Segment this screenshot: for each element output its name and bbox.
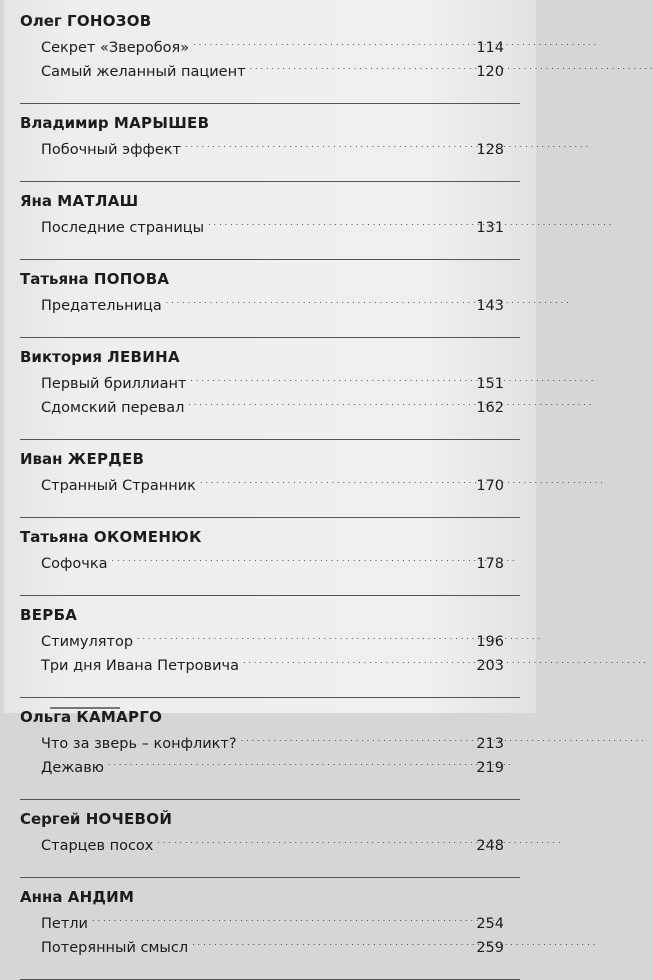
toc-entry[interactable] (41, 938, 504, 957)
dot-leader (111, 554, 474, 568)
section-divider (20, 697, 520, 698)
entry-title: Странный Странник (41, 478, 196, 494)
author-last-name: ЛЕВИНА (107, 348, 180, 366)
page-number: 131 (476, 220, 504, 236)
author-last-name: ГОНОЗОВ (66, 12, 152, 30)
author-first-name: Олег (20, 12, 62, 30)
entry-title: Самый желанный пациент (41, 64, 246, 80)
page-number: 196 (476, 634, 504, 650)
author-name (20, 348, 180, 366)
dot-leader (241, 734, 475, 748)
page-number: 143 (476, 298, 504, 314)
dot-leader (192, 938, 474, 952)
author-name (20, 12, 152, 30)
author-last-name: ЖЕРДЕВ (67, 450, 145, 468)
section-divider (20, 799, 520, 800)
section-divider (20, 877, 520, 878)
author-last-name: КАМАРГО (76, 708, 163, 726)
toc-entry[interactable] (41, 374, 504, 393)
dot-leader (208, 218, 474, 232)
page-number: 170 (476, 478, 504, 494)
dot-leader (108, 758, 474, 772)
author-name (20, 606, 77, 624)
author-last-name: МАРЫШЕВ (113, 114, 210, 132)
section-divider (20, 181, 520, 182)
page-number: 120 (476, 64, 504, 80)
entry-title: Сдомский перевал (41, 400, 185, 416)
section-divider (20, 103, 520, 104)
footer-rule (50, 707, 120, 713)
dot-leader (190, 374, 474, 388)
author-name (20, 114, 209, 132)
author-last-name: ВЕРБА (20, 606, 78, 624)
toc-entry[interactable] (41, 836, 504, 855)
entry-title: Софочка (41, 556, 108, 572)
author-first-name: Ольга (20, 708, 72, 726)
entry-title: Дежавю (41, 760, 104, 776)
author-name (20, 450, 144, 468)
section-divider (20, 439, 520, 440)
entry-title: Секрет «Зверобоя» (41, 40, 190, 56)
toc-entry[interactable] (41, 38, 504, 57)
page-number: 248 (476, 838, 504, 854)
entry-title: Что за зверь – конфликт? (41, 736, 237, 752)
page-number: 114 (476, 40, 504, 56)
toc-entry[interactable] (41, 476, 504, 495)
author-name (20, 270, 169, 288)
toc-entry[interactable] (41, 734, 504, 753)
page-number: 162 (476, 400, 504, 416)
dot-leader (185, 140, 474, 154)
page-number: 213 (476, 736, 504, 752)
author-last-name: ОКОМЕНЮК (93, 528, 202, 546)
author-name (20, 192, 138, 210)
entry-title: Первый бриллиант (41, 376, 187, 392)
author-name (20, 810, 172, 828)
entry-title: Потерянный смысл (41, 940, 189, 956)
dot-leader (166, 296, 475, 310)
author-last-name: ПОПОВА (93, 270, 170, 288)
toc-entry[interactable] (41, 62, 504, 81)
author-first-name: Анна (20, 888, 63, 906)
toc-entry[interactable] (41, 656, 504, 675)
dot-leader (188, 398, 474, 412)
toc-entry[interactable] (41, 554, 504, 573)
dot-leader (200, 476, 474, 490)
author-first-name: Сергей (20, 810, 81, 828)
section-divider (20, 517, 520, 518)
toc-entry[interactable] (41, 218, 504, 237)
author-first-name: Яна (20, 192, 53, 210)
author-first-name: Иван (20, 450, 63, 468)
author-last-name: АНДИМ (67, 888, 135, 906)
entry-title: Предательница (41, 298, 162, 314)
section-divider (20, 337, 520, 338)
entry-title: Петли (41, 916, 88, 932)
entry-title: Стимулятор (41, 634, 134, 650)
section-divider (20, 259, 520, 260)
author-name (20, 528, 202, 546)
author-first-name: Владимир (20, 114, 109, 132)
toc-entry[interactable] (41, 140, 504, 159)
page-number: 254 (476, 916, 504, 932)
page-number: 219 (476, 760, 504, 776)
section-divider (20, 595, 520, 596)
page-number: 178 (476, 556, 504, 572)
author-name (20, 888, 134, 906)
dot-leader (157, 836, 474, 850)
page-number: 128 (476, 142, 504, 158)
author-last-name: НОЧЕВОЙ (85, 810, 173, 828)
entry-title: Старцев посох (41, 838, 154, 854)
toc-entry[interactable] (41, 296, 504, 315)
dot-leader (92, 914, 474, 928)
toc-entry[interactable] (41, 914, 504, 933)
toc-entry[interactable] (41, 632, 504, 651)
author-first-name: Татьяна (20, 270, 89, 288)
author-first-name: Татьяна (20, 528, 89, 546)
entry-title: Побочный эффект (41, 142, 181, 158)
page-number: 203 (476, 658, 504, 674)
page-number: 151 (476, 376, 504, 392)
dot-leader (250, 62, 475, 76)
entry-title: Три дня Ивана Петровича (41, 658, 239, 674)
dot-leader (243, 656, 474, 670)
toc-entry[interactable] (41, 758, 504, 777)
author-first-name: Виктория (20, 348, 103, 366)
page-number: 259 (476, 940, 504, 956)
entry-title: Последние страницы (41, 220, 205, 236)
book-page (4, 0, 536, 956)
dot-leader (137, 632, 474, 646)
dot-leader (193, 38, 474, 52)
author-last-name: МАТЛАШ (57, 192, 139, 210)
toc-entry[interactable] (41, 398, 504, 417)
